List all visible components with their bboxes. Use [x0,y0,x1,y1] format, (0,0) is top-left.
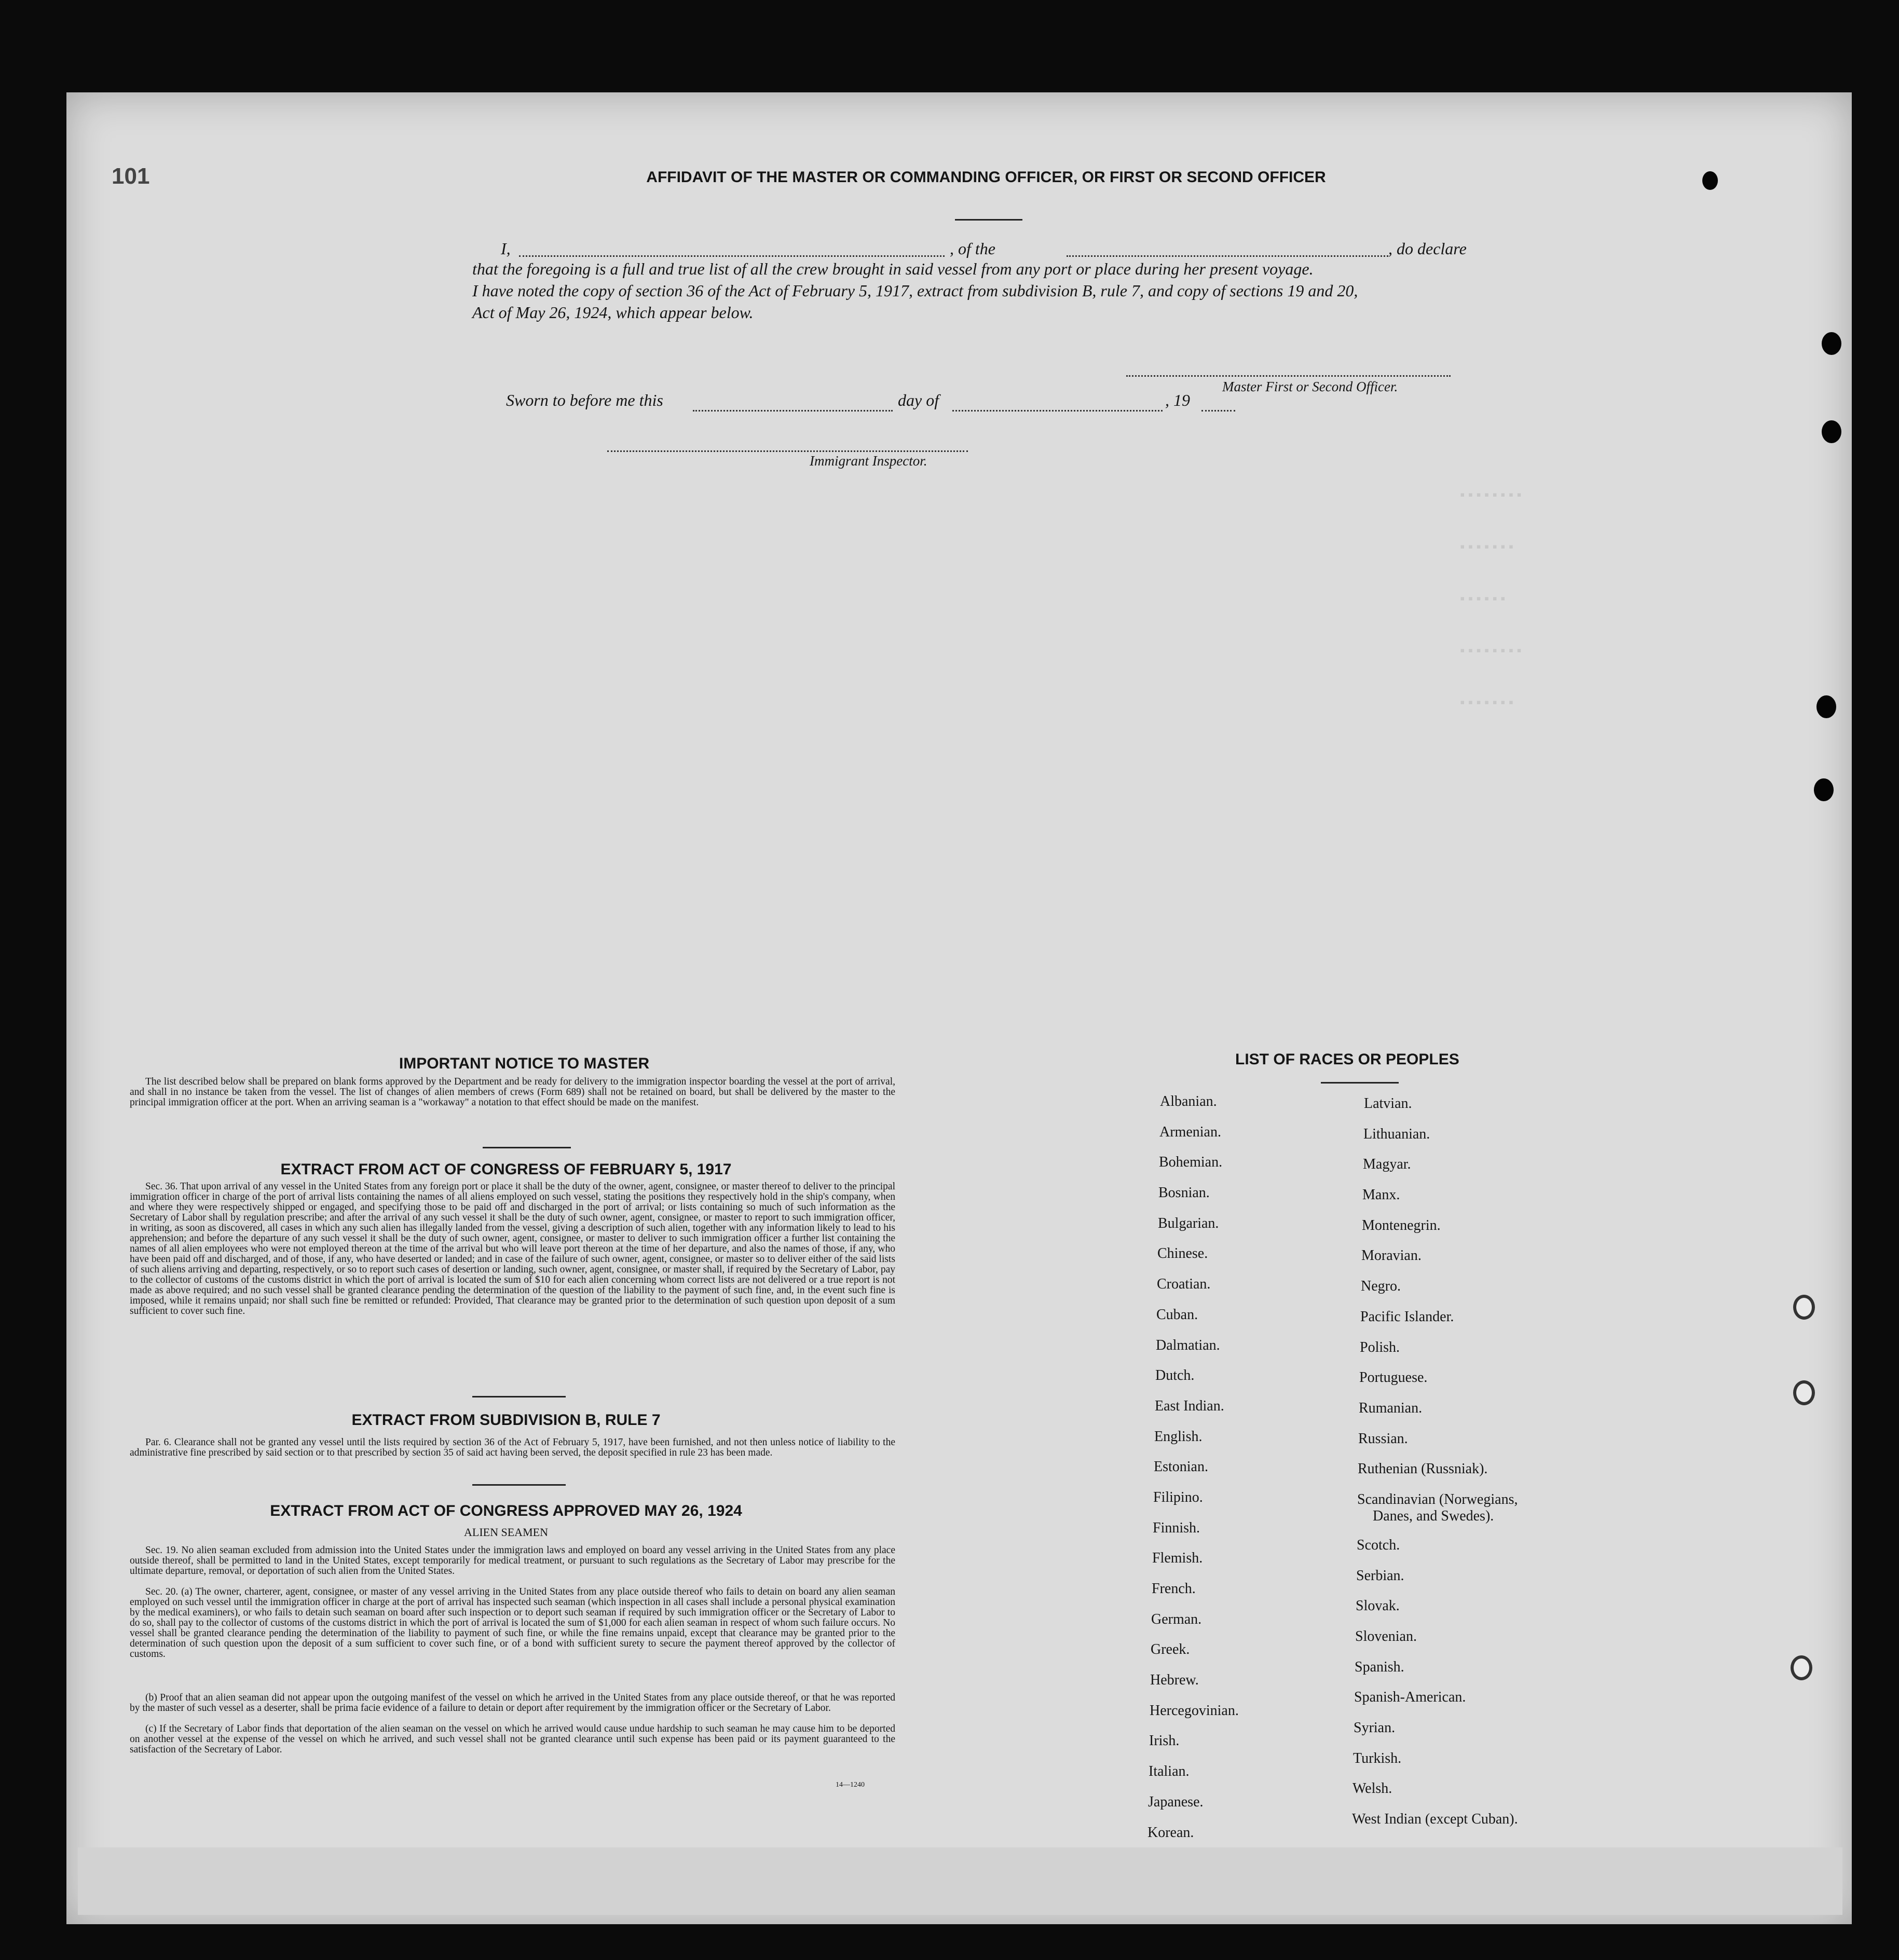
race-item: Japanese. [1148,1793,1204,1810]
rule7-title: EXTRACT FROM SUBDIVISION B, RULE 7 [351,1411,661,1429]
notice-text: The list described below shall be prepared on blank forms approved by the Department and be ready for delivery to the immigration inspector boarding the vessel at the port of arrival, and shall in no instance be taken from the vessel. The list of changes of alien members of crews (Form 689) shall not be retained on board, but shall be delivered by the master to the principal immigration officer at the port. When an arriving seaman is a "workaway" a notation to that effect should be made on the manifest. [130,1076,895,1108]
extract-1924-title: EXTRACT FROM ACT OF CONGRESS APPROVED MAY 26, 1924 [270,1502,742,1519]
bleed-through-text: ▪▪▪▪▪▪▪▪ ▪▪▪▪▪▪▪ ▪▪▪▪▪▪ ▪▪▪▪▪▪▪▪ ▪▪▪▪▪▪▪ [1458,488,1523,711]
page-number: 101 [112,163,150,189]
of-the-label: , of the [950,239,995,258]
binder-hole [1793,1295,1815,1320]
race-item: English. [1154,1428,1203,1445]
race-item: Irish. [1149,1733,1180,1749]
binder-hole [1822,420,1841,443]
rule7-text: Par. 6. Clearance shall not be granted any vessel until the lists required by section 36 of the Act of February 5, 1917, have been furnished, and not then unless notice of liability to the administrative fine prescribed by said section or to that prescribed by section 35 of said act having been served, the deposit specified in rule 23 has been made. [130,1437,895,1458]
races-right-column [1349,1096,1588,1842]
extract-1917-title: EXTRACT FROM ACT OF CONGRESS OF FEBRUARY 5, 1917 [280,1161,732,1178]
race-item: Serbian. [1356,1567,1404,1584]
race-item: Hebrew. [1150,1672,1199,1689]
section-20c-text: (c) If the Secretary of Labor finds that deportation of the alien seaman on the vessel on which he arrived would cause undue hardship to such seaman he may cause him to be deported on another vessel at the expense of the vessel on which he arrived, and such vessel shall not be granted clearance until such expense has been paid or its payment guaranteed to the satisfaction of the Secretary of Labor. [130,1723,895,1755]
race-item: Spanish-American. [1354,1689,1466,1706]
binder-hole [1814,778,1834,801]
race-item: Bulgarian. [1158,1215,1219,1231]
inspector-signature-line[interactable] [607,450,968,452]
race-item: Pacific Islander. [1360,1308,1454,1325]
races-left-column [1147,1094,1318,1855]
race-item: East Indian. [1155,1397,1224,1414]
race-item: Slovenian. [1355,1628,1417,1644]
race-item: Montenegrin. [1362,1217,1441,1233]
race-item: Korean. [1147,1824,1194,1841]
form-number: 14—1240 [836,1781,865,1789]
race-item: Dutch. [1155,1367,1195,1384]
race-item: Slovak. [1356,1598,1400,1614]
race-item: Portuguese. [1359,1369,1428,1386]
do-declare-label: , do declare [1388,239,1467,258]
affidavit-title: AFFIDAVIT OF THE MASTER OR COMMANDING OFFICER, OR FIRST OR SECOND OFFICER [646,169,1326,186]
sworn-line [506,389,1233,411]
race-item: Lithuanian. [1363,1126,1430,1142]
notice-title: IMPORTANT NOTICE TO MASTER [399,1055,650,1072]
affidavit-line2: that the foregoing is a full and true list of all the crew brought in said vessel from any port or place during her present voyage. [472,259,1314,278]
section-divider [472,1396,566,1397]
affidavit-line4: Act of May 26, 1924, which appear below. [472,303,754,322]
race-item: Moravian. [1361,1248,1422,1264]
race-item: Rumanian. [1359,1400,1423,1416]
race-item: Magyar. [1363,1156,1411,1173]
race-item: Bosnian. [1158,1185,1210,1201]
binder-hole [1791,1655,1812,1680]
master-caption: Master First or Second Officer. [1222,379,1398,394]
race-item: French. [1152,1581,1196,1597]
extract-1917-text: Sec. 36. That upon arrival of any vessel in the United States from any foreign port or place it shall be the duty of the owner, agent, consignee, or master thereof to deliver to the principal immigration officer in charge of the port of arrival lists containing the names of all aliens employed on such vessel, stating the positions they respectively hold in the ship's company, when and where they were respectively shipped or engaged, and specifying those to be paid off and discharged in the port of arrival; or lists containing so much of such information as the Secretary of Labor shall by regulation prescribe; and after the arrival of any such vessel it shall be the duty of such owner, agent, consignee, or master to report to such immigration officer, in writing, as soon as discovered, all cases in which any such alien has illegally landed from the vessel, giving a description of such alien, together with any information likely to lead to his apprehension; and before the departure of any such vessel it shall be the duty of such owner, agent, consignee, or master to deliver to such immigration officer a further list containing the names of all alien employees who were not employed thereon at the time of the arrival but who will leave port thereon at the time of her departure, and also the names of those, if any, who have been paid off and discharged, and of those, if any, who have deserted or landed; and in case of the failure of such owner, agent, consignee, or master so to deliver either of the said lists of such aliens arriving and departing, respectively, or so to report such cases of desertion or landing, such owner, agent, consignee, or master shall, if required by the Secretary of Labor, pay to the collector of customs of the customs district in which the port of arrival is located the sum of $10 for each alien concerning whom correct lists are not delivered or a true report is not made as above required; and no such vessel shall be granted clearance pending the determination of the question of the liability to the payment of such fine, and, in the event such fine is imposed, while it remains unpaid; nor shall such fine be remitted or refunded: Provided, That clearance may be granted prior to the determination of such question upon deposit of a sum sufficient to cover such fine. [130,1181,895,1317]
sheet-bottom-edge [78,1847,1842,1915]
race-item: Negro. [1361,1278,1401,1295]
race-item: Polish. [1360,1339,1400,1355]
binder-hole [1793,1380,1815,1405]
section-20a-text: Sec. 20. (a) The owner, charterer, agent, consignee, or master of any vessel arriving in the United States from any place outside thereof who fails to detain on board any alien seaman employed on such vessel until the immigration officer in charge at the port of arrival has inspected such seaman (which inspection in all cases shall include a personal physical examination by the medical examiners), or who fails to detain such seaman on board after such inspection or to deport such seaman if required by such immigration officer or the Secretary of Labor to do so, shall pay to the collector of customs of the customs district in which the port of arrival is located the sum of $1,000 for each alien seaman in respect of whom such failure occurs. No vessel shall be granted clearance pending the determination of the liability to payment of such fine, or while the fine remains unpaid, except that clearance may be granted prior to the determination of such question upon the deposit of a sum sufficient to cover such fine, or of a bond with sufficient surety to secure the payment thereof approved by the collector of customs. [130,1586,895,1660]
race-item: Hercegovinian. [1150,1702,1239,1719]
race-item: Scandinavian (Norwegians, [1357,1491,1518,1507]
race-item: Finnish. [1153,1519,1200,1536]
race-item: Turkish. [1353,1750,1402,1766]
binder-hole [1822,332,1841,355]
race-item: Flemish. [1152,1550,1203,1567]
inspector-caption: Immigrant Inspector. [810,453,927,469]
race-item: German. [1151,1611,1202,1627]
binder-hole [1702,171,1718,190]
race-item: Greek. [1151,1641,1190,1658]
race-item: Bohemian. [1159,1154,1223,1171]
sworn-year-blank[interactable] [1201,410,1235,412]
sworn-label: Sworn to before me this [506,391,663,409]
name-blank[interactable] [519,255,945,257]
race-item: Scotch. [1357,1537,1400,1553]
affidavit-line3: I have noted the copy of section 36 of the Act of February 5, 1917, extract from subdivision B, rule 7, and copy of sections 19 and 20, [472,281,1358,300]
race-item: Russian. [1358,1430,1408,1447]
race-item: Croatian. [1157,1276,1211,1293]
race-item: West Indian (except Cuban). [1352,1811,1518,1828]
section-divider [483,1147,571,1148]
day-of-label: day of [898,391,939,409]
race-item: Filipino. [1153,1489,1203,1505]
races-divider [1321,1082,1399,1084]
race-item: Spanish. [1355,1659,1404,1675]
races-title: LIST OF RACES OR PEOPLES [1235,1051,1459,1068]
race-item: Syrian. [1354,1720,1396,1736]
sworn-day-blank[interactable] [693,410,893,412]
i-label: I, [501,239,511,258]
vessel-blank[interactable] [1067,255,1388,257]
race-item: Chinese. [1157,1245,1208,1262]
race-item: Ruthenian (Russniak). [1358,1461,1488,1477]
race-item: Armenian. [1159,1123,1221,1140]
race-item: Danes, and Swedes). [1373,1507,1494,1524]
sworn-month-blank[interactable] [952,410,1163,412]
section-divider [472,1484,566,1486]
race-item: Latvian. [1364,1095,1412,1112]
race-item: Italian. [1149,1763,1190,1780]
race-item: Estonian. [1154,1459,1208,1475]
alien-seamen-subtitle: ALIEN SEAMEN [464,1526,548,1539]
race-item: Dalmatian. [1156,1337,1220,1353]
section-19-text: Sec. 19. No alien seaman excluded from admission into the United States under the immigration laws and employed on board any vessel arriving in the United States from any place outside thereof, shall be permitted to land in the United States, except temporarily for medical treatment, or pursuant to such regulations as the Secretary of Labor may prescribe for the ultimate departure, removal, or deportation of such alien from the United States. [130,1545,895,1577]
year-label: , 19 [1165,391,1190,409]
binder-hole [1816,695,1836,718]
race-item: Cuban. [1156,1306,1198,1323]
title-divider [955,219,1022,221]
section-20b-text: (b) Proof that an alien seaman did not appear upon the outgoing manifest of the vessel on which he arrived in the United States from any place outside thereof, or that he was reported by the master of such vessel as a deserter, shall be prima facie evidence of a failure to detain or deport after requirement by the immigration officer or the Secretary of Labor. [130,1692,895,1714]
race-item: Welsh. [1352,1780,1392,1797]
master-signature-line[interactable] [1126,375,1451,377]
race-item: Manx. [1362,1187,1400,1203]
race-item: Albanian. [1160,1093,1217,1109]
